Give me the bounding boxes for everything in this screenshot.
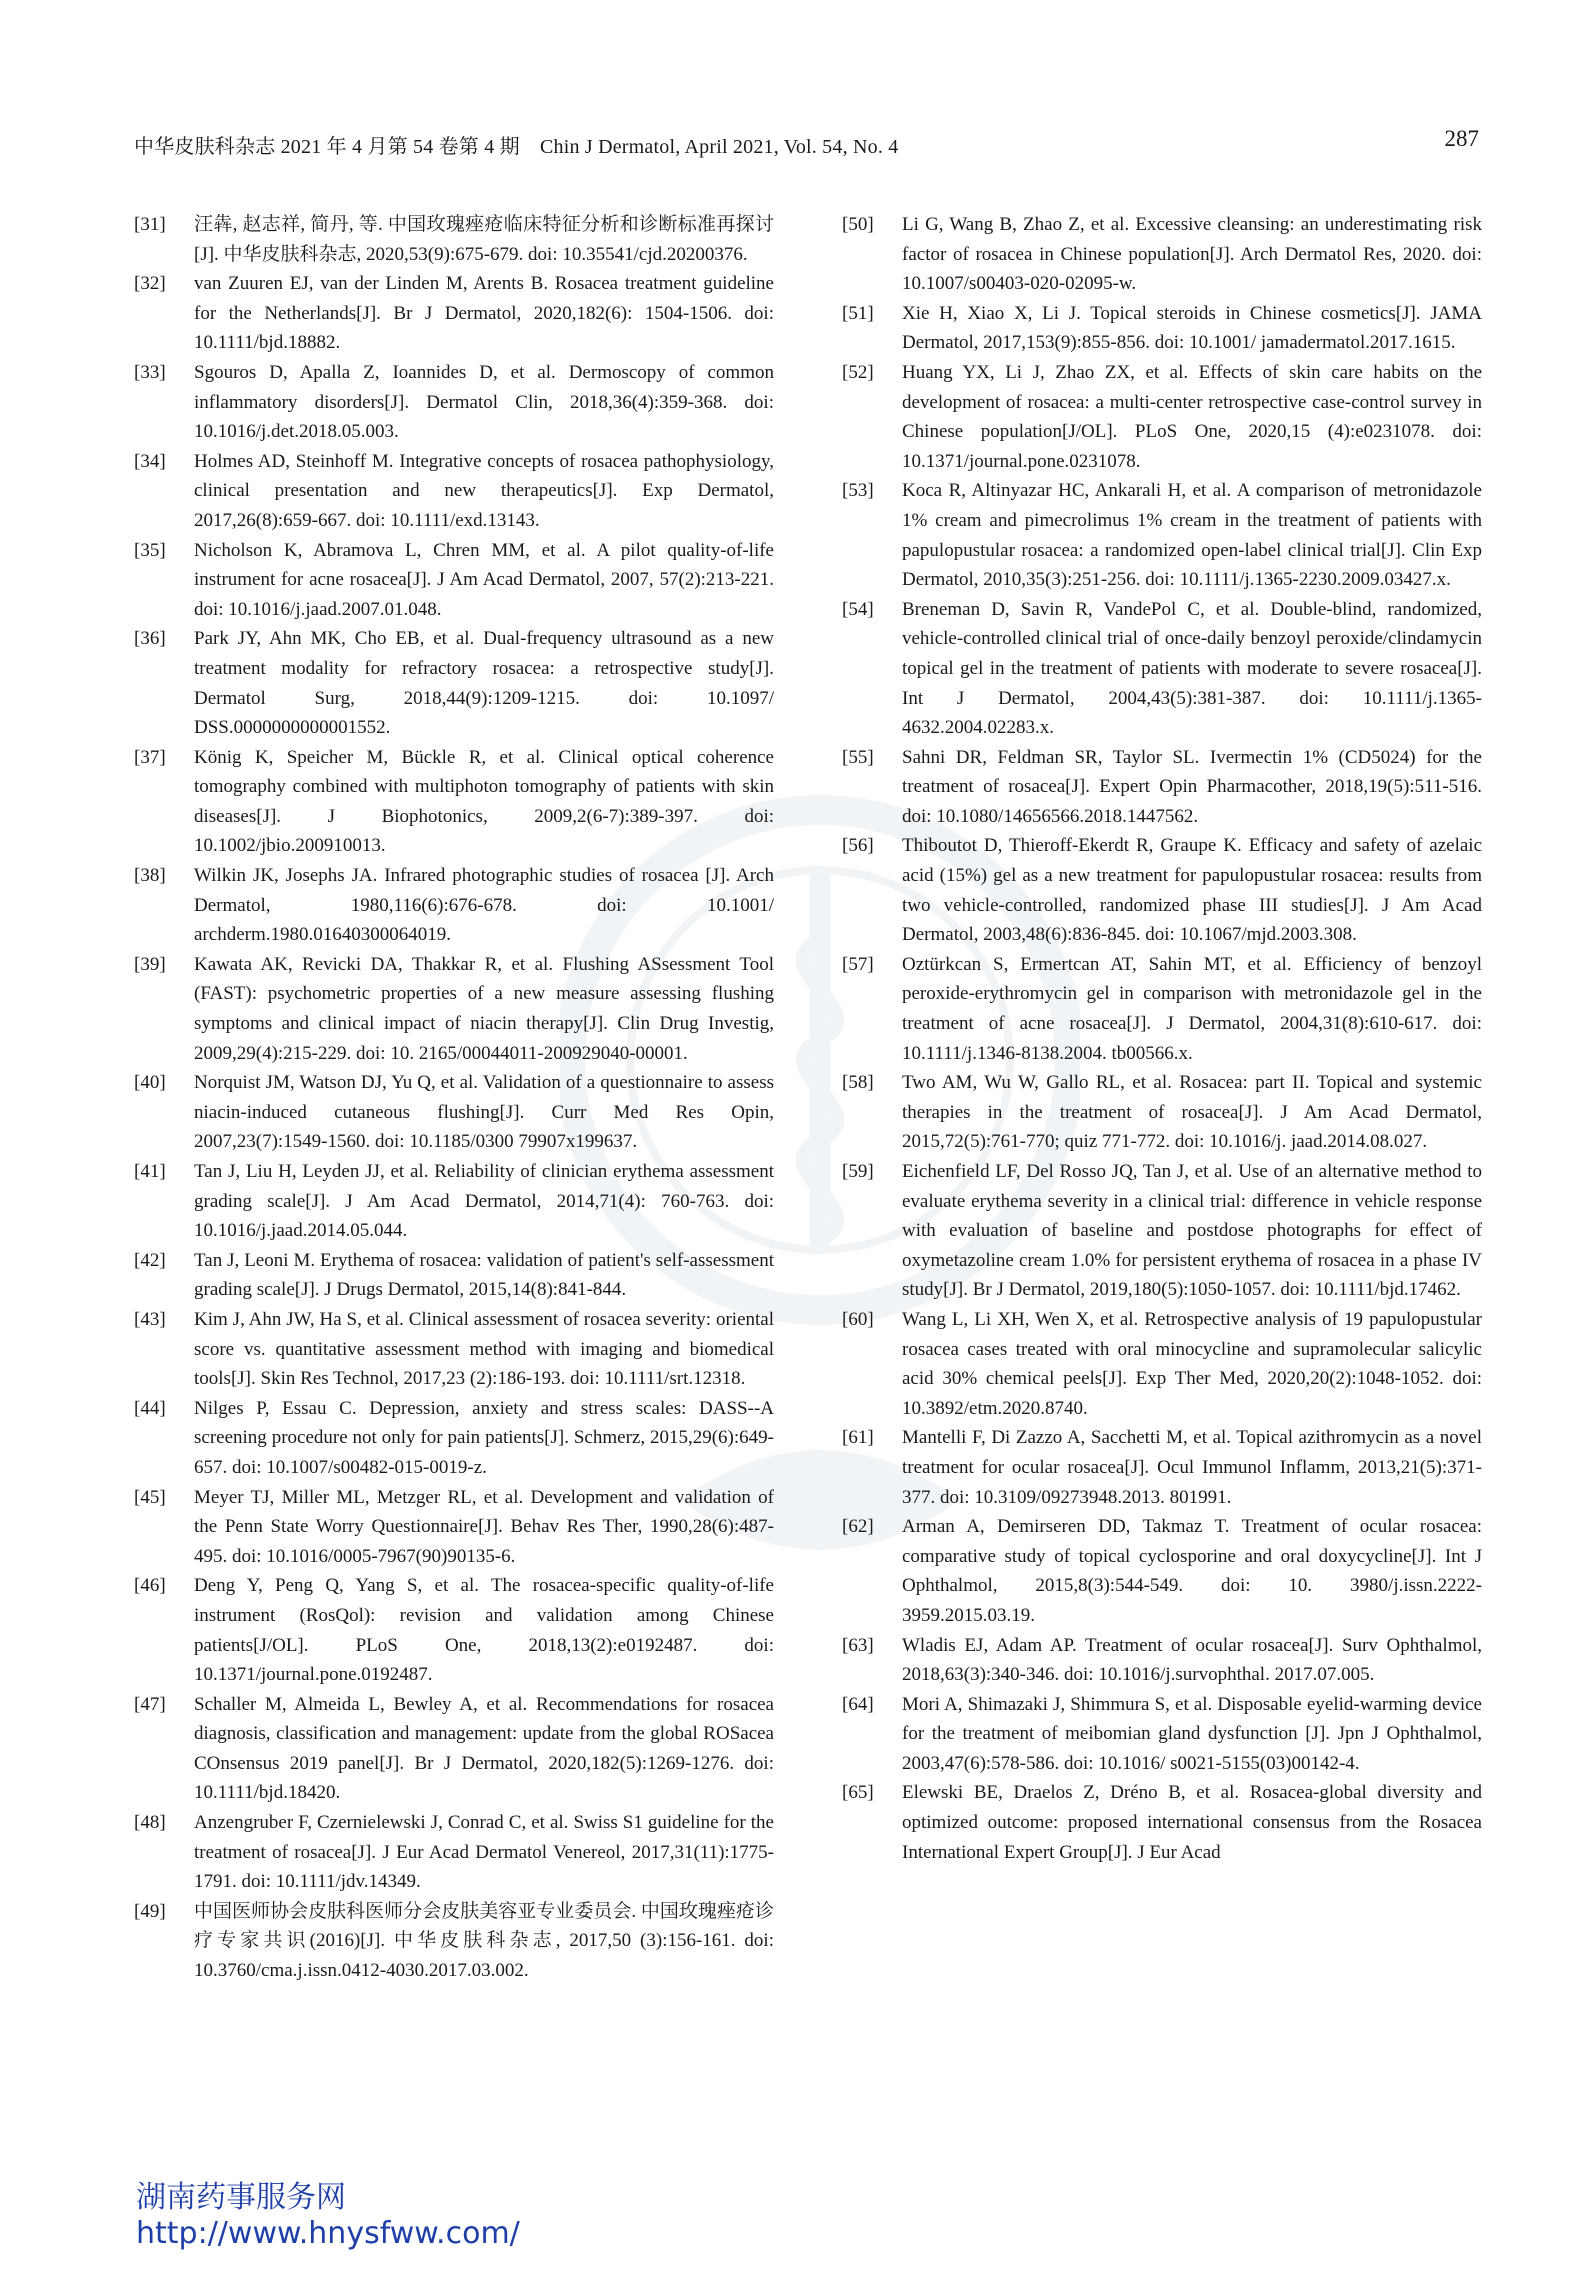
- reference-number: [56]: [842, 835, 874, 857]
- references-right-column: [842, 210, 1482, 1867]
- reference-text: Huang YX, Li J, Zhao ZX, et al. Effects of skin care habits on the development of rosacea: a multi-center retrospective case-control survey in Chinese population[J/OL]. PLoS One, 2020,15 (4):e0231078. doi: 10.1371/journal.pone.0231078.: [902, 361, 1482, 472]
- page-header: [134, 126, 1479, 160]
- reference-text: 中国医师协会皮肤科医师分会皮肤美容亚专业委员会. 中国玫瑰痤疮诊疗专家共识(2016)[J]. 中华皮肤科杂志, 2017,50 (3):156-161. doi: 10.3760/cma.j.issn.0412-4030.2017.03.002.: [194, 1900, 774, 1982]
- reference-number: [48]: [134, 1812, 166, 1834]
- reference-text: Nicholson K, Abramova L, Chren MM, et al. A pilot quality-of-life instrument for acne rosacea[J]. J Am Acad Dermatol, 2007, 57(2):213-221. doi: 10.1016/j.jaad.2007.01.048.: [194, 539, 774, 620]
- reference-number: [65]: [842, 1782, 874, 1804]
- reference-text: Mori A, Shimazaki J, Shimmura S, et al. Disposable eyelid-warming device for the treatment of meibomian gland dysfunction [J]. Jpn J Ophthalmol, 2003,47(6):578-586. doi: 10.1016/ s0021-5155(03)00142-4.: [902, 1693, 1482, 1774]
- reference-text: van Zuuren EJ, van der Linden M, Arents B. Rosacea treatment guideline for the Netherlands[J]. Br J Dermatol, 2020,182(6): 1504-1506. doi: 10.1111/bjd.18882.: [194, 273, 774, 354]
- reference-text: Wilkin JK, Josephs JA. Infrared photographic studies of rosacea [J]. Arch Dermatol, 1980,116(6):676-678. doi: 10.1001/ archderm.1980.01640300064019.: [194, 865, 774, 946]
- page-number: 287: [1444, 126, 1479, 151]
- reference-entry: [134, 1305, 774, 1394]
- reference-entry: [134, 1808, 774, 1897]
- reference-text: Li G, Wang B, Zhao Z, et al. Excessive cleansing: an underestimating risk factor of rosacea in Chinese population[J]. Arch Dermatol Res, 2020. doi: 10.1007/s00403-020-02095-w.: [902, 214, 1482, 295]
- reference-number: [63]: [842, 1634, 874, 1656]
- reference-text: Arman A, Demirseren DD, Takmaz T. Treatment of ocular rosacea: comparative study of topical cyclosporine and oral doxycycline[J]. Int J Ophthalmol, 2015,8(3):544-549. doi: 10. 3980/j.issn.2222-3959.2015.03.19.: [902, 1516, 1482, 1626]
- journal-running-title: 中华皮肤科杂志 2021 年 4 月第 54 卷第 4 期 Chin J Dermatol, April 2021, Vol. 54, No. 4: [134, 136, 899, 158]
- reference-entry: [134, 358, 774, 447]
- reference-entry: [842, 831, 1482, 949]
- reference-entry: [842, 1068, 1482, 1157]
- reference-number: [54]: [842, 598, 874, 620]
- reference-entry: [134, 536, 774, 625]
- reference-number: [39]: [134, 953, 166, 975]
- reference-number: [51]: [842, 302, 874, 324]
- reference-entry: [842, 210, 1482, 299]
- reference-text: Sahni DR, Feldman SR, Taylor SL. Ivermectin 1% (CD5024) for the treatment of rosacea[J]. Expert Opin Pharmacother, 2018,19(5):511-516. doi: 10.1080/14656566.2018.1447562.: [902, 746, 1482, 827]
- reference-entry: [134, 1571, 774, 1689]
- reference-entry: [842, 1631, 1482, 1690]
- reference-number: [31]: [134, 214, 166, 235]
- reference-entry: [842, 1690, 1482, 1779]
- reference-entry: [134, 1690, 774, 1808]
- reference-text: Breneman D, Savin R, VandePol C, et al. Double-blind, randomized, vehicle-controlled clinical trial of once-daily benzoyl peroxide/clindamycin topical gel in the treatment of patients with moderate to severe rosacea[J]. Int J Dermatol, 2004,43(5):381-387. doi: 10.1111/j.1365-4632.2004.02283.x.: [902, 598, 1482, 739]
- reference-text: Kawata AK, Revicki DA, Thakkar R, et al. Flushing ASsessment Tool (FAST): psychometric properties of a new measure assessing flushing symptoms and clinical impact of niacin therapy[J]. Clin Drug Investig, 2009,29(4):215-229. doi: 10. 2165/00044011-200929040-00001.: [194, 953, 774, 1064]
- reference-text: Meyer TJ, Miller ML, Metzger RL, et al. Development and validation of the Penn State Worry Questionnaire[J]. Behav Res Ther, 1990,28(6):487-495. doi: 10.1016/0005-7967(90)90135-6.: [194, 1486, 774, 1567]
- reference-text: Elewski BE, Draelos Z, Dréno B, et al. Rosacea-global diversity and optimized outcome: proposed international consensus from the Rosacea International Expert Group[J]. J Eur Acad: [902, 1782, 1482, 1863]
- reference-number: [52]: [842, 361, 874, 383]
- references-left-column: [134, 210, 774, 1986]
- reference-text: Mantelli F, Di Zazzo A, Sacchetti M, et al. Topical azithromycin as a novel treatment for ocular rosacea[J]. Ocul Immunol Inflamm, 2013,21(5):371-377. doi: 10.3109/09273948.2013. 801991.: [902, 1427, 1482, 1508]
- reference-text: Anzengruber F, Czernielewski J, Conrad C, et al. Swiss S1 guideline for the treatment of rosacea[J]. J Eur Acad Dermatol Venereol, 2017,31(11):1775-1791. doi: 10.1111/jdv.14349.: [194, 1812, 774, 1893]
- reference-number: [49]: [134, 1900, 166, 1922]
- reference-entry: [134, 743, 774, 861]
- reference-entry: [134, 1394, 774, 1483]
- reference-text: Holmes AD, Steinhoff M. Integrative concepts of rosacea pathophysiology, clinical presentation and new therapeutics[J]. Exp Dermatol, 2017,26(8):659-667. doi: 10.1111/exd.13143.: [194, 450, 774, 531]
- reference-text: 汪犇, 赵志祥, 简丹, 等. 中国玫瑰痤疮临床特征分析和诊断标准再探讨[J]. 中华皮肤科杂志, 2020,53(9):675-679. doi: 10.35541/cjd.20200376.: [194, 214, 774, 265]
- reference-number: [57]: [842, 953, 874, 975]
- reference-number: [53]: [842, 480, 874, 502]
- reference-entry: [134, 1483, 774, 1572]
- footer-site-url[interactable]: http://www.hnysfww.com/: [136, 2216, 520, 2251]
- reference-text: Xie H, Xiao X, Li J. Topical steroids in Chinese cosmetics[J]. JAMA Dermatol, 2017,153(9):855-856. doi: 10.1001/ jamadermatol.2017.1615.: [902, 302, 1482, 354]
- reference-entry: [134, 1246, 774, 1305]
- reference-text: Tan J, Leoni M. Erythema of rosacea: validation of patient's self-assessment grading scale[J]. J Drugs Dermatol, 2015,14(8):841-844.: [194, 1249, 774, 1301]
- reference-text: Deng Y, Peng Q, Yang S, et al. The rosacea-specific quality-of-life instrument (RosQol): revision and validation among Chinese patients[J/OL]. PLoS One, 2018,13(2):e0192487. doi: 10.1371/journal.pone.0192487.: [194, 1575, 774, 1686]
- footer-watermark: [136, 2180, 520, 2252]
- reference-number: [40]: [134, 1072, 166, 1094]
- reference-text: Oztürkcan S, Ermertcan AT, Sahin MT, et al. Efficiency of benzoyl peroxide-erythromycin gel in comparison with metronidazole gel in the treatment of acne rosacea[J]. J Dermatol, 2004,31(8):610-617. doi: 10.1111/j.1346-8138.2004. tb00566.x.: [902, 953, 1482, 1064]
- reference-entry: [842, 1305, 1482, 1423]
- reference-text: Two AM, Wu W, Gallo RL, et al. Rosacea: part II. Topical and systemic therapies in the treatment of rosacea[J]. J Am Acad Dermatol, 2015,72(5):761-770; quiz 771-772. doi: 10.1016/j. jaad.2014.08.027.: [902, 1072, 1482, 1153]
- reference-number: [34]: [134, 450, 166, 472]
- reference-entry: [842, 950, 1482, 1068]
- reference-text: Wang L, Li XH, Wen X, et al. Retrospective analysis of 19 papulopustular rosacea cases treated with oral minocycline and supramolecular salicylic acid 30% chemical peels[J]. Exp Ther Med, 2020,20(2):1048-1052. doi: 10.3892/etm.2020.8740.: [902, 1308, 1482, 1419]
- reference-entry: [134, 1157, 774, 1246]
- reference-entry: [842, 358, 1482, 476]
- reference-text: Tan J, Liu H, Leyden JJ, et al. Reliability of clinician erythema assessment grading scale[J]. J Am Acad Dermatol, 2014,71(4): 760-763. doi: 10.1016/j.jaad.2014.05.044.: [194, 1161, 774, 1242]
- reference-entry: [842, 1778, 1482, 1867]
- reference-entry: [842, 595, 1482, 743]
- reference-entry: [134, 1897, 774, 1986]
- reference-entry: [134, 210, 774, 269]
- reference-text: Eichenfield LF, Del Rosso JQ, Tan J, et al. Use of an alternative method to evaluate erythema severity in a clinical trial: difference in vehicle response with evaluation of baseline and postdose photographs for effect of oxymetazoline cream 1.0% for persistent erythema of rosacea in a phase IV study[J]. Br J Dermatol, 2019,180(5):1050-1057. doi: 10.1111/bjd.17462.: [902, 1161, 1482, 1301]
- reference-number: [44]: [134, 1397, 166, 1419]
- reference-entry: [842, 1423, 1482, 1512]
- reference-entry: [842, 299, 1482, 358]
- reference-number: [47]: [134, 1693, 166, 1715]
- reference-number: [45]: [134, 1486, 166, 1508]
- reference-number: [35]: [134, 539, 166, 561]
- reference-entry: [134, 861, 774, 950]
- reference-text: Thiboutot D, Thieroff-Ekerdt R, Graupe K. Efficacy and safety of azelaic acid (15%) gel as a new treatment for papulopustular rosacea: results from two vehicle-controlled, randomized phase III studies[J]. J Am Acad Dermatol, 2003,48(6):836-845. doi: 10.1067/mjd.2003.308.: [902, 835, 1482, 946]
- reference-number: [42]: [134, 1249, 166, 1271]
- reference-number: [32]: [134, 273, 166, 295]
- reference-entry: [134, 269, 774, 358]
- reference-number: [41]: [134, 1161, 166, 1182]
- reference-entry: [842, 1157, 1482, 1305]
- reference-entry: [842, 476, 1482, 594]
- reference-entry: [134, 447, 774, 536]
- reference-number: [59]: [842, 1161, 874, 1182]
- reference-entry: [134, 950, 774, 1068]
- reference-text: Wladis EJ, Adam AP. Treatment of ocular rosacea[J]. Surv Ophthalmol, 2018,63(3):340-346. doi: 10.1016/j.survophthal. 2017.07.005.: [902, 1634, 1482, 1686]
- reference-number: [33]: [134, 361, 166, 383]
- reference-number: [62]: [842, 1516, 874, 1538]
- reference-text: Norquist JM, Watson DJ, Yu Q, et al. Validation of a questionnaire to assess niacin-induced cutaneous flushing[J]. Curr Med Res Opin, 2007,23(7):1549-1560. doi: 10.1185/0300 79907x199637.: [194, 1072, 774, 1153]
- reference-entry: [842, 1512, 1482, 1630]
- reference-text: Kim J, Ahn JW, Ha S, et al. Clinical assessment of rosacea severity: oriental score vs. quantitative assessment method with imaging and biomedical tools[J]. Skin Res Technol, 2017,23 (2):186-193. doi: 10.1111/srt.12318.: [194, 1308, 774, 1390]
- reference-number: [50]: [842, 214, 874, 235]
- reference-text: Park JY, Ahn MK, Cho EB, et al. Dual-frequency ultrasound as a new treatment modality for refractory rosacea: a retrospective study[J]. Dermatol Surg, 2018,44(9):1209-1215. doi: 10.1097/ DSS.0000000000001552.: [194, 628, 774, 739]
- reference-number: [58]: [842, 1072, 874, 1094]
- reference-text: König K, Speicher M, Bückle R, et al. Clinical optical coherence tomography combined with multiphoton tomography of patients with skin diseases[J]. J Biophotonics, 2009,2(6-7):389-397. doi: 10.1002/jbio.200910013.: [194, 746, 774, 857]
- reference-text: Sgouros D, Apalla Z, Ioannides D, et al. Dermoscopy of common inflammatory disorders[J]. Dermatol Clin, 2018,36(4):359-368. doi: 10.1016/j.det.2018.05.003.: [194, 361, 774, 443]
- reference-number: [60]: [842, 1308, 874, 1330]
- reference-text: Koca R, Altinyazar HC, Ankarali H, et al. A comparison of metronidazole 1% cream and pimecrolimus 1% cream in the treatment of patients with papulopustular rosacea: a randomized open-label clinical trial[J]. Clin Exp Dermatol, 2010,35(3):251-256. doi: 10.1111/j.1365-2230.2009.03427.x.: [902, 480, 1482, 591]
- reference-entry: [842, 743, 1482, 832]
- reference-text: Schaller M, Almeida L, Bewley A, et al. Recommendations for rosacea diagnosis, classification and management: update from the global ROSacea COnsensus 2019 panel[J]. Br J Dermatol, 2020,182(5):1269-1276. doi: 10.1111/bjd.18420.: [194, 1693, 774, 1804]
- reference-entry: [134, 624, 774, 742]
- reference-number: [43]: [134, 1308, 166, 1330]
- reference-entry: [134, 1068, 774, 1157]
- reference-number: [46]: [134, 1575, 166, 1597]
- reference-text: Nilges P, Essau C. Depression, anxiety and stress scales: DASS--A screening procedure not only for pain patients[J]. Schmerz, 2015,29(6):649-657. doi: 10.1007/s00482-015-0019-z.: [194, 1397, 774, 1478]
- reference-number: [61]: [842, 1427, 874, 1449]
- footer-site-name: 湖南药事服务网: [136, 2180, 346, 2215]
- reference-number: [55]: [842, 746, 874, 768]
- reference-number: [36]: [134, 628, 166, 650]
- reference-number: [38]: [134, 865, 166, 887]
- reference-number: [64]: [842, 1693, 874, 1715]
- reference-number: [37]: [134, 746, 166, 768]
